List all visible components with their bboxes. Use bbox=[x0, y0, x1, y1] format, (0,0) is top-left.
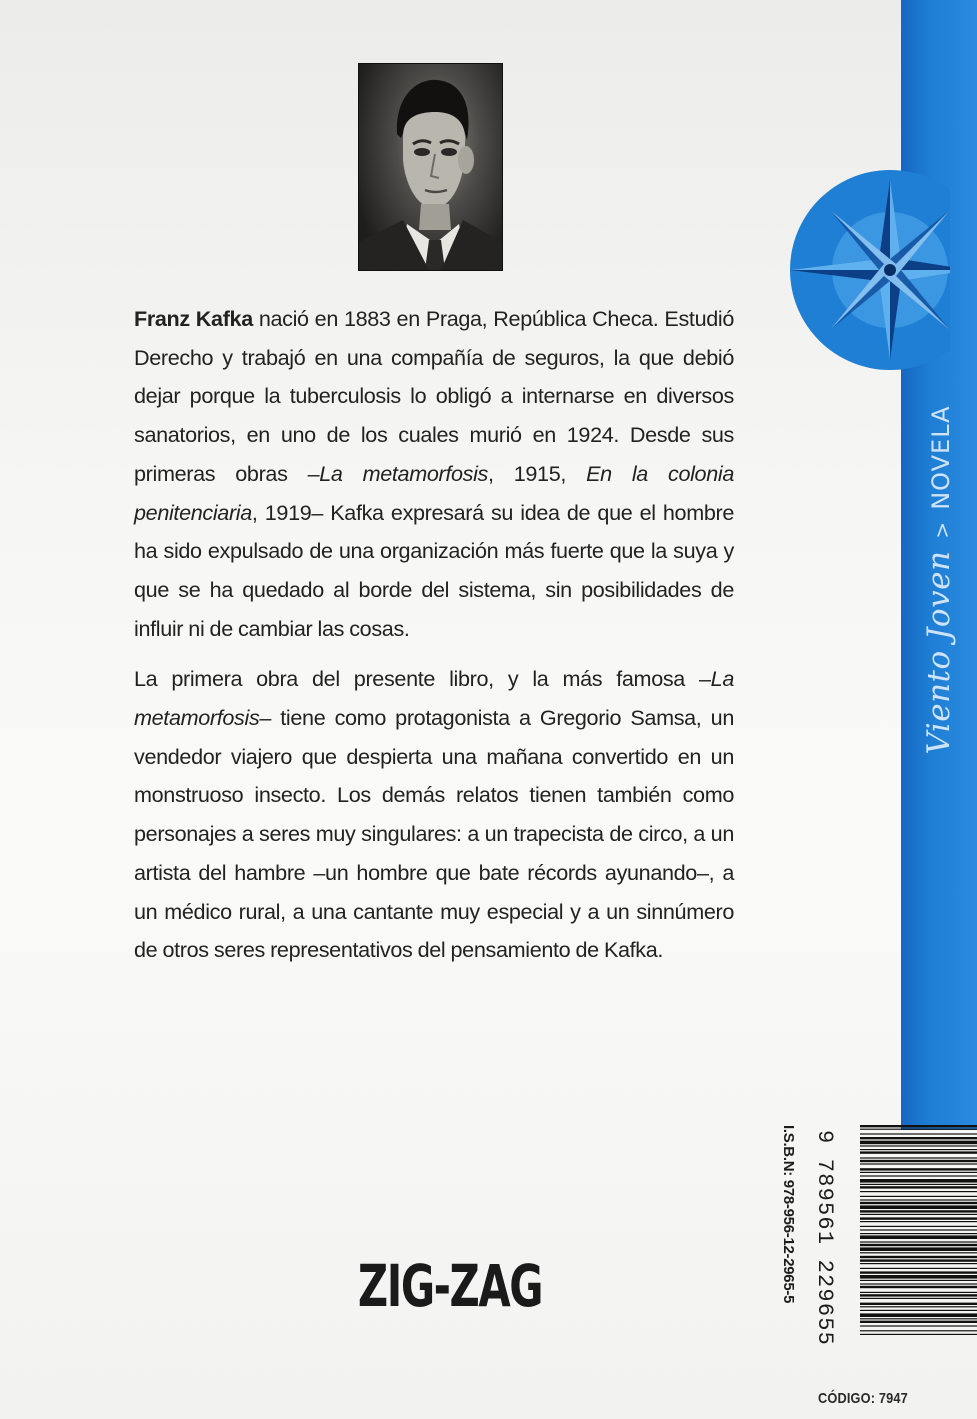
barcode-bar bbox=[860, 1179, 977, 1183]
barcode-bar bbox=[860, 1271, 977, 1273]
barcode-bar bbox=[860, 1196, 977, 1197]
publisher-logo: ZIG-ZAG bbox=[357, 1252, 543, 1320]
barcode-bar bbox=[860, 1168, 977, 1170]
barcode-bar bbox=[860, 1303, 977, 1305]
barcode-bar bbox=[860, 1184, 977, 1185]
barcode-bar bbox=[860, 1318, 977, 1319]
summary-text: – tiene como protagonista a Gregorio Samsa, un vendedor viajero que despierta una mañana convertido en un monstruoso insecto. Los demás relatos tienen también como personajes a seres muy singulares: a un trapecista de circo, a un artista del hambre –un hombre que bate récords ayunando–, a un médico rural, a una cantante muy especial y a un sinnúmero de otros seres representativos del pensamiento de Kafka. bbox=[134, 705, 734, 963]
barcode-bar bbox=[860, 1151, 977, 1153]
barcode-bar bbox=[860, 1313, 977, 1317]
summary-text: La primera obra del presente libro, y la más famosa – bbox=[134, 666, 711, 692]
barcode-bar bbox=[860, 1244, 977, 1246]
barcode-bar bbox=[860, 1325, 977, 1326]
barcode-bar bbox=[860, 1321, 977, 1323]
barcode-bar bbox=[860, 1210, 977, 1212]
bio-text: , 1915, bbox=[488, 460, 587, 486]
barcode-bar bbox=[860, 1205, 977, 1209]
barcode-bar bbox=[860, 1292, 977, 1293]
barcode-bar bbox=[860, 1235, 977, 1239]
book-summary-paragraph bbox=[134, 660, 734, 970]
barcode-bar bbox=[860, 1214, 977, 1215]
author-biography-paragraph bbox=[134, 300, 734, 648]
barcode-bar bbox=[860, 1226, 977, 1227]
barcode-bar bbox=[860, 1306, 977, 1307]
barcode-bar bbox=[860, 1129, 977, 1130]
bio-text: , 1919– Kafka expresará su idea de que el hombre ha sido expulsado de una organización más fuerte que la suya y que se ha quedado al borde del sistema, sin posibilidades de influir ni de cambiar las cosas. bbox=[134, 499, 734, 641]
work-title: La metamorfosis bbox=[319, 460, 489, 486]
barcode-bar bbox=[860, 1175, 977, 1176]
barcode-bar bbox=[860, 1275, 977, 1279]
barcode-bar bbox=[860, 1259, 977, 1261]
isbn-number: I.S.B.N: 978-956-12-2965-5 bbox=[780, 1125, 797, 1304]
barcode-bar bbox=[860, 1286, 977, 1288]
barcode-bar bbox=[860, 1330, 977, 1331]
barcode-bar bbox=[860, 1217, 977, 1219]
barcode-bar bbox=[860, 1125, 977, 1127]
barcode-bar bbox=[860, 1199, 977, 1200]
barcode-bar bbox=[860, 1221, 977, 1222]
collection-name: Viento Joven bbox=[921, 550, 957, 755]
barcode-bar bbox=[860, 1133, 977, 1134]
barcode-bar bbox=[860, 1247, 977, 1251]
barcode-bar bbox=[860, 1191, 977, 1192]
barcode-bar bbox=[860, 1163, 977, 1164]
bio-text: nació en 1883 en Praga, República Checa. Estudió Derecho y trabajó en una compañía de seguros, la que debió dejar porque la tuberculosis lo obligó a internarse en diversos sanatorios, en uno de los cuales murió en 1924. Desde sus primeras obras – bbox=[134, 306, 734, 486]
book-description bbox=[134, 300, 734, 982]
compass-star-icon bbox=[770, 170, 950, 370]
barcode-bar bbox=[860, 1141, 977, 1145]
barcode-bar bbox=[860, 1256, 977, 1258]
barcode-bar bbox=[860, 1145, 977, 1146]
barcode-bar bbox=[860, 1334, 977, 1335]
barcode-bar bbox=[860, 1298, 977, 1299]
author-portrait-illustration bbox=[359, 64, 502, 270]
barcode-bar bbox=[860, 1137, 977, 1139]
barcode-icon bbox=[838, 1125, 977, 1340]
barcode-bar bbox=[860, 1283, 977, 1284]
barcode-bar bbox=[860, 1294, 977, 1296]
barcode-bar bbox=[860, 1241, 977, 1242]
barcode-bar bbox=[860, 1252, 977, 1253]
author-portrait bbox=[358, 63, 503, 271]
barcode-bar bbox=[860, 1233, 977, 1234]
barcode-bar bbox=[860, 1229, 977, 1230]
barcode-bar bbox=[860, 1149, 977, 1150]
barcode-bar bbox=[860, 1157, 977, 1158]
collection-genre: NOVELA bbox=[927, 405, 955, 510]
work-title: En la colonia penitenciaria bbox=[134, 460, 734, 525]
barcode-digits: 9 789561 229655 bbox=[812, 1130, 837, 1347]
barcode-bar bbox=[860, 1160, 977, 1162]
barcode-bar bbox=[860, 1172, 977, 1173]
barcode-bar bbox=[860, 1280, 977, 1281]
barcode-bar bbox=[860, 1186, 977, 1188]
barcode-bar bbox=[860, 1310, 977, 1311]
chevron-right-icon: > bbox=[930, 521, 954, 539]
author-name: Franz Kafka bbox=[134, 306, 253, 331]
work-title: La metamorfosis bbox=[134, 666, 734, 731]
barcode-bar bbox=[860, 1268, 977, 1269]
barcode-bar bbox=[860, 1202, 977, 1204]
product-code: CÓDIGO: 7947 bbox=[818, 1390, 908, 1407]
barcode-bar bbox=[860, 1263, 977, 1264]
